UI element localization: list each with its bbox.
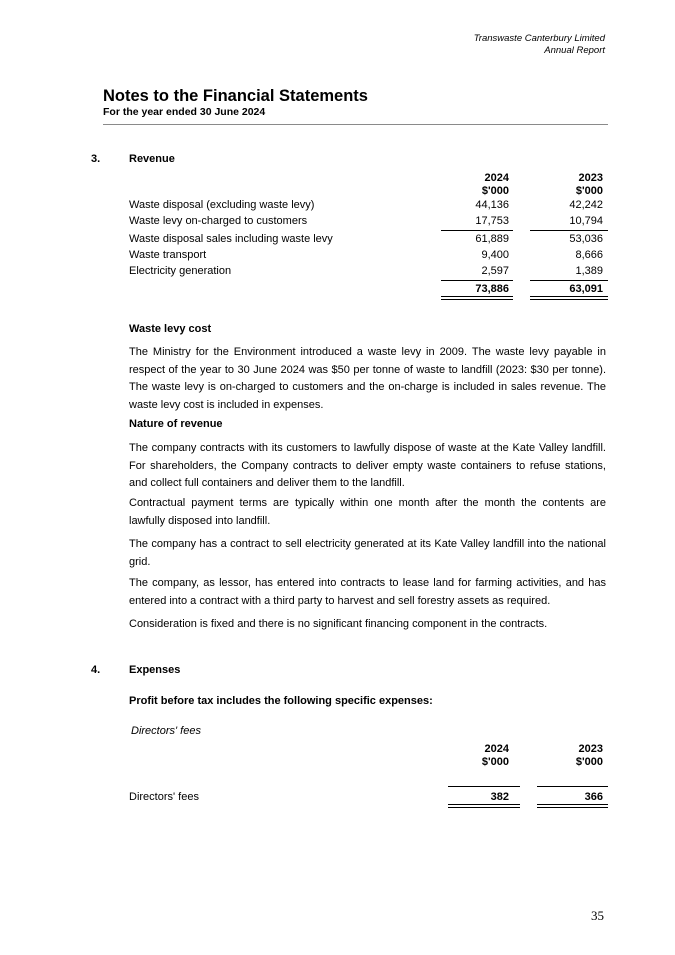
total-line <box>441 280 513 281</box>
subtotal-line <box>530 230 608 231</box>
subtotal-line <box>441 230 513 231</box>
report-name: Annual Report <box>544 45 605 56</box>
directors-fees-2023: 366 <box>584 791 603 803</box>
section-number-revenue: 3. <box>91 153 101 165</box>
total-double-underline <box>530 296 608 300</box>
directors-fees-label: Directors' fees <box>129 791 199 803</box>
revenue-row-value-2023: 8,666 <box>575 249 603 261</box>
revenue-row-value-2023: 42,242 <box>569 199 603 211</box>
nature-paragraph: Consideration is fixed and there is no significant financing component in the contracts. <box>129 618 548 630</box>
total-double-underline <box>441 296 513 300</box>
expenses-col-2024: 2024 $'000 <box>481 743 509 768</box>
page-number: 35 <box>591 908 604 923</box>
total-line <box>530 280 608 281</box>
directors-fees-subheading: Directors' fees <box>131 725 201 737</box>
nature-paragraph: The company contracts with its customers to lawfully dispose of waste at the Kate Valley landfill. For shareholders, the Company contracts to deliver empty waste containers to refuse stations, and collect full containers and deliver them to the landfill. <box>129 442 606 489</box>
expenses-double-underline <box>537 804 608 808</box>
revenue-row-value-2024: 61,889 <box>475 233 509 245</box>
revenue-row-label: Electricity generation <box>129 265 232 277</box>
nature-of-revenue-heading: Nature of revenue <box>129 418 223 430</box>
revenue-row-value-2023: 1,389 <box>575 265 603 277</box>
section-heading-revenue: Revenue <box>129 153 175 165</box>
expenses-col-2023: 2023 $'000 <box>575 743 603 768</box>
company-name: Transwaste Canterbury Limited <box>473 33 605 44</box>
expenses-intro: Profit before tax includes the following specific expenses: <box>129 695 433 707</box>
revenue-col-2023: 2023 $'000 <box>575 172 603 197</box>
revenue-row-value-2024: 2,597 <box>481 265 509 277</box>
expenses-double-underline <box>448 804 520 808</box>
page-subtitle: For the year ended 30 June 2024 <box>103 106 266 118</box>
revenue-row-value-2024: 44,136 <box>475 199 509 211</box>
waste-levy-heading: Waste levy cost <box>129 323 212 335</box>
revenue-row-label: Waste transport <box>129 249 207 261</box>
nature-paragraph: The company, as lessor, has entered into contracts to lease land for farming activities, and has entered into a contract with a third party to harvest and sell forestry assets as required. <box>129 577 606 607</box>
expenses-line <box>537 786 608 787</box>
running-header <box>474 33 605 57</box>
revenue-row-value-2024: 17,753 <box>475 215 509 227</box>
revenue-row-value-2023: 10,794 <box>569 215 603 227</box>
directors-fees-2024: 382 <box>490 791 509 803</box>
revenue-col-2024: 2024 $'000 <box>481 172 509 197</box>
revenue-total-2024: 73,886 <box>475 283 509 295</box>
nature-paragraph: The company has a contract to sell electricity generated at its Kate Valley landfill into the national grid. <box>129 538 606 568</box>
revenue-total-2023: 63,091 <box>569 283 603 295</box>
header-divider <box>103 124 608 125</box>
revenue-row-label: Waste disposal (excluding waste levy) <box>129 199 315 211</box>
revenue-row-value-2023: 53,036 <box>569 233 603 245</box>
section-number-expenses: 4. <box>91 664 101 676</box>
section-heading-expenses: Expenses <box>129 664 181 676</box>
revenue-row-value-2024: 9,400 <box>481 249 509 261</box>
page-title: Notes to the Financial Statements <box>103 87 368 105</box>
nature-paragraph: Contractual payment terms are typically within one month after the month the contents are lawfully disposed into landfill. <box>129 497 606 527</box>
revenue-row-label: Waste disposal sales including waste levy <box>129 233 333 245</box>
waste-levy-paragraph: The Ministry for the Environment introduced a waste levy in 2009. The waste levy payable in respect of the year to 30 June 2024 was $50 per tonne of waste to landfill (2023: $30 per tonne). The waste levy is on-charged to customers and the on-charge is included in sales revenue. The waste levy cost is included in expenses. <box>129 346 606 411</box>
expenses-line <box>448 786 520 787</box>
revenue-row-label: Waste levy on-charged to customers <box>129 215 308 227</box>
